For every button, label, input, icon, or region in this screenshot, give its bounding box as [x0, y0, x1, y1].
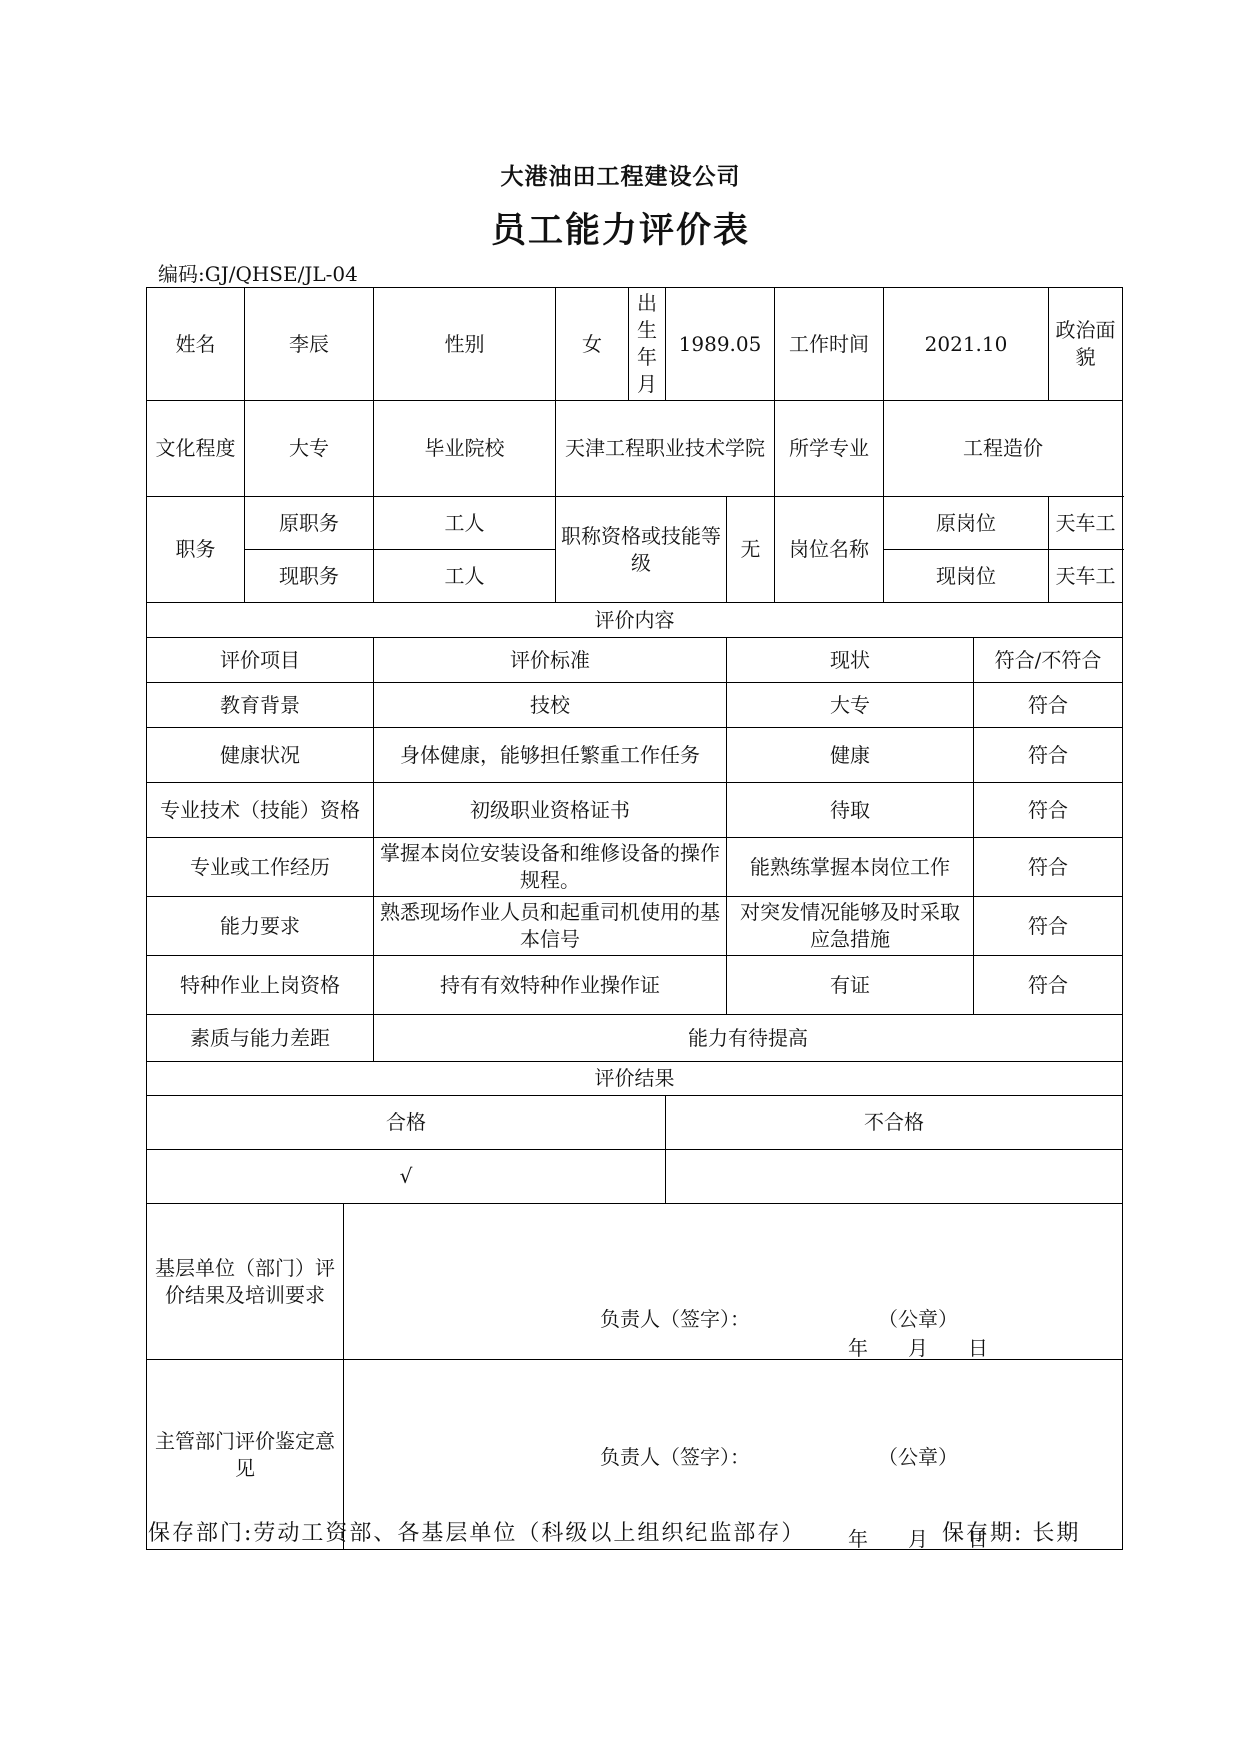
- orig-duty-value: 工人: [374, 497, 556, 550]
- orig-post-value: 天车工: [1049, 497, 1123, 550]
- eval-header-result: 符合/不符合: [974, 638, 1123, 683]
- gap-row: [147, 1015, 1123, 1062]
- birth-value: 1989.05: [666, 288, 775, 401]
- post-label: 岗位名称: [775, 497, 884, 603]
- dept-signer-label: 负责人（签字）：: [600, 1445, 750, 1469]
- eval-section-row: [147, 603, 1123, 638]
- unit-seal-label: （公章）: [878, 1307, 958, 1331]
- eval-item: 能力要求: [147, 897, 374, 956]
- curr-duty-value: 工人: [374, 550, 556, 603]
- pass-mark: √: [147, 1150, 666, 1204]
- eval-item: 教育背景: [147, 683, 374, 728]
- table-row: [147, 728, 1123, 783]
- eval-result: 符合: [974, 897, 1123, 956]
- eval-item: 专业或工作经历: [147, 838, 374, 897]
- unit-opinion-label: 基层单位（部门）评价结果及培训要求: [147, 1204, 344, 1360]
- eval-standard: 熟悉现场作业人员和起重司机使用的基本信号: [374, 897, 727, 956]
- eval-item: 特种作业上岗资格: [147, 956, 374, 1015]
- basic-row-2: [147, 401, 1123, 497]
- result-section-title: 评价结果: [147, 1062, 1123, 1096]
- eval-result: 符合: [974, 783, 1123, 838]
- curr-duty-label: 现职务: [245, 550, 374, 603]
- unit-date-label: 年 月 日: [848, 1336, 988, 1360]
- form-code: 编码:GJ/QHSE/JL-04: [158, 262, 358, 286]
- unit-opinion-row: [147, 1204, 1123, 1360]
- gap-label: 素质与能力差距: [147, 1015, 374, 1062]
- work-label: 工作时间: [775, 288, 884, 401]
- eval-header-row: [147, 638, 1123, 683]
- result-header-row: [147, 1096, 1123, 1150]
- table-row: [147, 783, 1123, 838]
- pass-label: 合格: [147, 1096, 666, 1150]
- major-label: 所学专业: [775, 401, 884, 497]
- table-row: [147, 683, 1123, 728]
- basic-row-1: [147, 288, 1123, 401]
- result-mark-row: [147, 1150, 1123, 1204]
- eval-item: 健康状况: [147, 728, 374, 783]
- title-level-label: 职称资格或技能等级: [556, 497, 727, 603]
- birth-label: 出生年月: [629, 288, 666, 401]
- table-row: [147, 838, 1123, 897]
- eval-status: 大专: [727, 683, 974, 728]
- title-level-value: 无: [727, 497, 775, 603]
- eval-result: 符合: [974, 683, 1123, 728]
- eval-result: 符合: [974, 838, 1123, 897]
- eval-header-standard: 评价标准: [374, 638, 727, 683]
- eval-result: 符合: [974, 728, 1123, 783]
- school-value: 天津工程职业技术学院: [556, 401, 775, 497]
- dept-opinion-label: 主管部门评价鉴定意见: [147, 1360, 344, 1550]
- political-label: 政治面貌: [1049, 288, 1123, 401]
- orig-duty-label: 原职务: [245, 497, 374, 550]
- eval-standard: 持有有效特种作业操作证: [374, 956, 727, 1015]
- eval-item: 专业技术（技能）资格: [147, 783, 374, 838]
- education-label: 文化程度: [147, 401, 245, 497]
- duty-label: 职务: [147, 497, 245, 603]
- form-title: 员工能力评价表: [490, 210, 750, 251]
- duty-row-1: [147, 497, 1123, 550]
- fail-mark: [666, 1150, 1123, 1204]
- eval-standard: 掌握本岗位安装设备和维修设备的操作规程。: [374, 838, 727, 897]
- eval-header-item: 评价项目: [147, 638, 374, 683]
- major-value: 工程造价: [884, 401, 1123, 497]
- eval-status: 健康: [727, 728, 974, 783]
- eval-status: 待取: [727, 783, 974, 838]
- eval-result: 符合: [974, 956, 1123, 1015]
- curr-post-value: 天车工: [1049, 550, 1123, 603]
- unit-opinion-area: [344, 1204, 1123, 1360]
- gender-value: 女: [556, 288, 629, 401]
- unit-signer-label: 负责人（签字）：: [600, 1307, 750, 1331]
- result-section-row: [147, 1062, 1123, 1096]
- eval-status: 能熟练掌握本岗位工作: [727, 838, 974, 897]
- fail-label: 不合格: [666, 1096, 1123, 1150]
- company-name: 大港油田工程建设公司: [500, 163, 741, 190]
- dept-date-label: 年 月 日: [848, 1527, 988, 1550]
- eval-status: 有证: [727, 956, 974, 1015]
- eval-header-status: 现状: [727, 638, 974, 683]
- gender-label: 性别: [374, 288, 556, 401]
- education-value: 大专: [245, 401, 374, 497]
- school-label: 毕业院校: [374, 401, 556, 497]
- eval-status: 对突发情况能够及时采取应急措施: [727, 897, 974, 956]
- work-value: 2021.10: [884, 288, 1049, 401]
- name-label: 姓名: [147, 288, 245, 401]
- eval-standard: 初级职业资格证书: [374, 783, 727, 838]
- table-row: [147, 897, 1123, 956]
- storage-period: 保存期: 长期: [942, 1521, 1081, 1546]
- gap-value: 能力有待提高: [374, 1015, 1123, 1062]
- eval-standard: 技校: [374, 683, 727, 728]
- orig-post-label: 原岗位: [884, 497, 1049, 550]
- dept-seal-label: （公章）: [878, 1445, 958, 1469]
- table-row: [147, 956, 1123, 1015]
- name-value: 李辰: [245, 288, 374, 401]
- storage-department: 保存部门:劳动工资部、各基层单位（科级以上组织纪监部存）: [148, 1521, 806, 1546]
- curr-post-label: 现岗位: [884, 550, 1049, 603]
- eval-section-title: 评价内容: [147, 603, 1123, 638]
- evaluation-form: [146, 287, 1123, 1550]
- eval-standard: 身体健康，能够担任繁重工作任务: [374, 728, 727, 783]
